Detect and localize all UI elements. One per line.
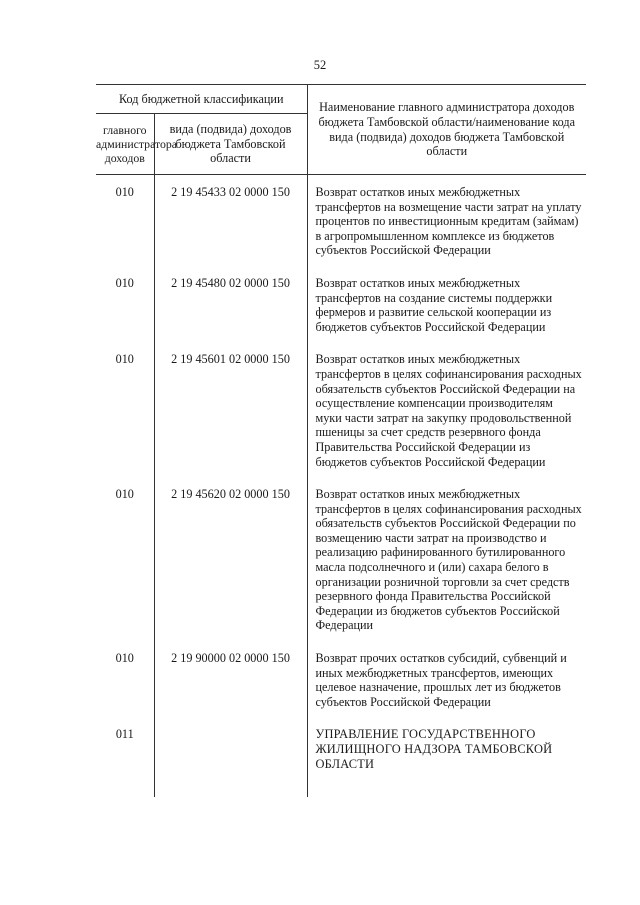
admin-code: 010	[96, 276, 154, 352]
table-row	[96, 276, 586, 352]
table-row	[96, 487, 586, 651]
table-row	[96, 352, 586, 487]
admin-code: 010	[96, 487, 154, 651]
revenue-name: Возврат остатков иных межбюджетных трансфертов в целях софинансирования расходных обязательств субъектов Российской Федерации по возмещению части затрат на производство и реализацию рафинированного бутилированного масла подсолнечного и (или) сахара белого в организации розничной торговли за счет средств резервного фонда Правительства Российской Федерации из бюджетов субъектов Российской Федерации	[315, 487, 582, 633]
revenue-code: 2 19 45620 02 0000 150	[154, 487, 307, 651]
revenue-code: 2 19 45433 02 0000 150	[154, 185, 307, 276]
header-admin: главного администратора доходов	[96, 114, 154, 175]
revenue-name: Возврат остатков иных межбюджетных трансфертов на возмещение части затрат на уплату процентов по инвестиционным кредитам (займам) в агропромышленном комплексе из бюджетов субъектов Российской Федерации	[315, 185, 582, 258]
page-number: 52	[313, 58, 327, 72]
admin-code: 011	[96, 727, 154, 797]
header-classification-code: Код бюджетной классификации	[96, 85, 307, 114]
revenue-name: Возврат остатков иных межбюджетных трансфертов на создание системы поддержки фермеров и развитие сельской кооперации из бюджетов субъектов Российской Федерации	[315, 275, 553, 334]
budget-classification-table	[96, 84, 586, 797]
table-row	[96, 185, 586, 276]
admin-code: 010	[96, 651, 154, 727]
header-code: вида (подвида) доходов бюджета Тамбовской области	[154, 114, 307, 175]
administrator-name: УПРАВЛЕНИЕ ГОСУДАРСТВЕННОГО ЖИЛИЩНОГО НАДЗОРА ТАМБОВСКОЙ ОБЛАСТИ	[315, 727, 553, 771]
header-name: Наименование главного администратора доходов бюджета Тамбовской области/наименование кода вида (подвида) доходов бюджета Тамбовской области	[307, 85, 586, 175]
revenue-code	[154, 727, 307, 797]
revenue-code: 2 19 45601 02 0000 150	[154, 352, 307, 487]
revenue-code: 2 19 90000 02 0000 150	[154, 651, 307, 727]
admin-code: 010	[96, 185, 154, 276]
admin-code: 010	[96, 352, 154, 487]
table-row	[96, 727, 586, 797]
revenue-name: Возврат прочих остатков субсидий, субвенций и иных межбюджетных трансфертов, имеющих целевое назначение, прошлых лет из бюджетов субъектов Российской Федерации	[315, 651, 567, 709]
revenue-code: 2 19 45480 02 0000 150	[154, 276, 307, 352]
revenue-name: Возврат остатков иных межбюджетных трансфертов в целях софинансирования расходных обязательств субъектов Российской Федерации на осуществление компенсации производителям муки части затрат на закупку продовольственной пшеницы за счет средств резервного фонда Правительства Российской Федерации из бюджетов субъектов Российской Федерации	[315, 352, 582, 469]
table-row	[96, 651, 586, 727]
